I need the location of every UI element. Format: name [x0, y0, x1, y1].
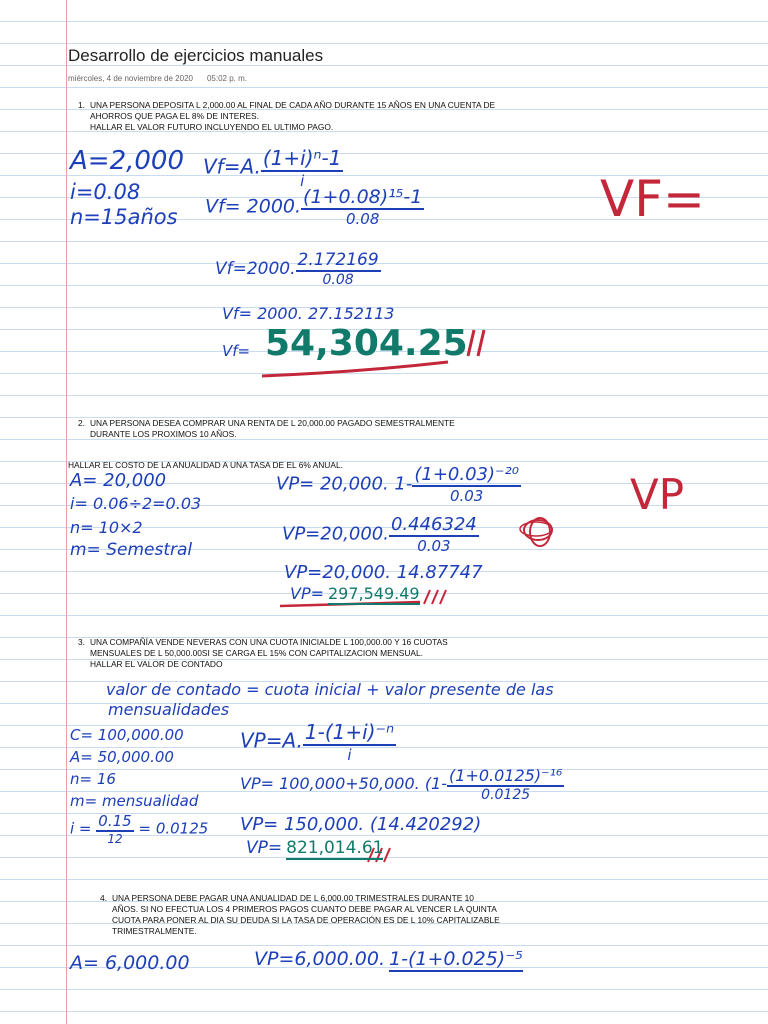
problem-1-text: 1. UNA PERSONA DEPOSITA L 2,000.00 AL FINAL DE CADA AÑO DURANTE 15 AÑOS EN UNA CUENTA DE AHORROS QUE PAGA EL 8% DE INTERES. HALLAR EL VALOR FUTURO INCLUYENDO EL ULTIMO PAGO.: [78, 100, 496, 132]
p2-formula-3: VP=20,000. 14.87747: [284, 562, 483, 583]
p2-result-checkmarks: [424, 590, 446, 604]
p3-formula-2: VP= 100,000+50,000. (1- $\frac{\text{(1+0.0125)⁻¹⁶}}{0.0125}$: [240, 766, 563, 803]
page-title: Desarrollo de ejercicios manuales: [68, 46, 324, 65]
p3-result: 821,014.61: [286, 838, 384, 858]
p2-var-i: i= 0.06÷2=0.03: [70, 494, 202, 513]
p2-formula-2: VP=20,000. $\frac{0.446324}{0.03}$: [282, 514, 477, 555]
page-time: 05:02 p. m.: [206, 74, 247, 83]
p1-result: 54,304.25: [265, 323, 468, 364]
p3-var-a: A= 50,000.00: [70, 748, 174, 766]
p3-var-n: n= 16: [70, 770, 116, 788]
p2-var-a: A= 20,000: [70, 470, 167, 491]
p2-side-note: VP: [630, 470, 685, 519]
p3-formula-3: VP= 150,000. (14.420292): [240, 814, 482, 835]
page-date: miércoles, 4 de noviembre de 2020: [68, 74, 193, 83]
p1-var-a: A=2,000: [70, 146, 185, 176]
p2-var-m: m= Semestral: [70, 540, 193, 560]
p1-formula-5: Vf=: [222, 342, 251, 360]
problem-2-extra: HALLAR EL COSTO DE LA ANUALIDAD A UNA TASA DE EL 6% ANUAL.: [68, 460, 343, 470]
p4-var-a: A= 6,000.00: [70, 952, 190, 974]
p3-var-i: i = $\frac{0.15}{12}$ = 0.0125: [70, 812, 209, 846]
p2-formula-4: VP= 297,549.49: [290, 584, 420, 603]
p1-result-checkmarks: [468, 330, 484, 356]
p2-var-n: n= 10×2: [70, 518, 143, 537]
p1-formula-4: Vf= 2000. 27.152113: [222, 304, 395, 323]
problem-3-text: 3. UNA COMPAÑÍA VENDE NEVERAS CON UNA CUOTA INICIALDE L 100,000.00 Y 16 CUOTAS MENSUALES DE L 50,000.00SI SE CARGA EL 15% CON CAPITALIZACION MENSUAL. HALLAR EL VALOR DE CONTADO: [78, 637, 448, 669]
p1-formula-2: Vf= 2000. $\frac{\text{(1+0.08)¹⁵-1}}{0.08}$: [205, 186, 423, 228]
problem-2-text: 2. UNA PERSONA DESEA COMPRAR UNA RENTA DE L 20,000.00 PAGADO SEMESTRALMENTE DURANTE LOS PROXIMOS 10 AÑOS.: [78, 418, 455, 439]
p4-formula-1: VP=6,000.00. 1-(1+0.025)⁻⁵: [254, 948, 523, 970]
p1-result-underline: [262, 362, 448, 376]
p1-formula-1: Vf=A. $\frac{\text{(1+i)ⁿ-1}}{i}$: [203, 146, 342, 190]
p3-var-m: m= mensualidad: [70, 792, 199, 810]
p2-formula-1: VP= 20,000. 1- $\frac{\text{(1+0.03)⁻²⁰}}{0.03}$: [276, 464, 519, 505]
p1-formula-3: Vf=2000. $\frac{2.172169}{0.08}$: [215, 250, 379, 288]
p3-var-c: C= 100,000.00: [70, 726, 184, 744]
p3-formula-4: VP= 821,014.61: [246, 838, 384, 858]
p3-concept-line-1: valor de contado = cuota inicial + valor presente de las: [106, 680, 554, 699]
p1-var-n: n=15años: [70, 205, 178, 229]
p1-var-i: i=0.08: [70, 180, 141, 204]
problem-4-text: 4. UNA PERSONA DEBE PAGAR UNA ANUALIDAD DE L 6,000.00 TRIMESTRALES DURANTE 10 AÑOS. SI NO EFECTUA LOS 4 PRIMEROS PAGOS CUANTO DEBE PAGAR AL VENCER LA QUINTA CUOTA PARA PONER AL DIA SU DEUDA SI LA TASA DE OPERACIÓN ES DE L 10% CAPITALIZABLE TRIMESTRALMENTE.: [100, 893, 500, 936]
p2-scribble: [520, 518, 552, 546]
p1-side-note: VF=: [600, 170, 705, 228]
p2-result: 297,549.49: [328, 584, 420, 603]
p3-concept-line-2: mensualidades: [108, 700, 230, 719]
p3-formula-1: VP=A. $\frac{\text{1-(1+i)⁻ⁿ}}{i}$: [240, 720, 395, 764]
